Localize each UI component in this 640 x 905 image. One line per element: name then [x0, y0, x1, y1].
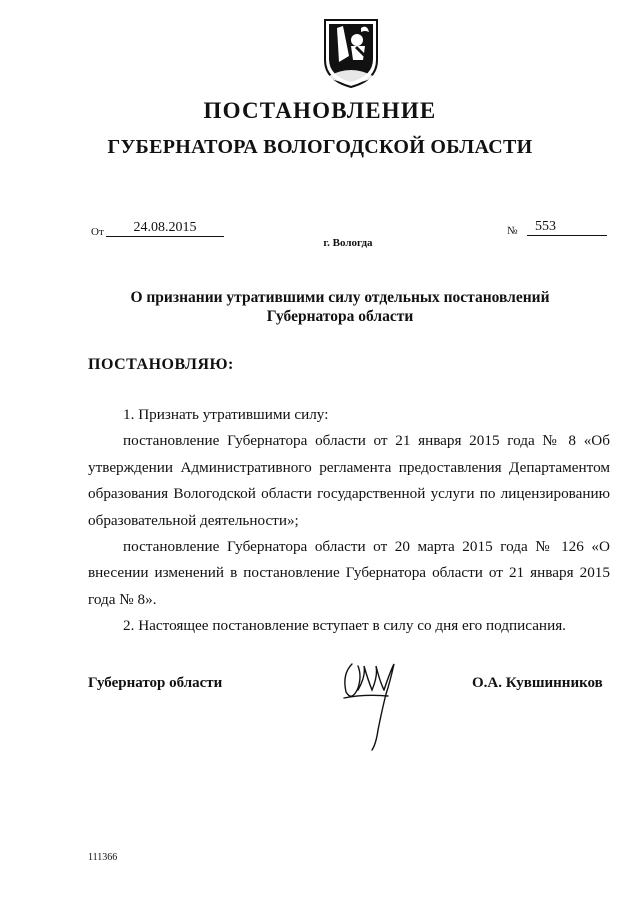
- document-title: ПОСТАНОВЛЕНИЕ: [203, 98, 437, 123]
- paragraph-2: постановление Губернатора области от 21 января 2015 года № 8 «Об утверждении Административного регламента предоставления Департаментом образования Вологодской области государственной услуги по лицензированию образовательной деятельности»;: [88, 432, 610, 529]
- signatory-name: О.А. Кувшинников: [472, 675, 603, 691]
- date-label: От: [91, 226, 104, 238]
- number-label: №: [507, 225, 518, 237]
- city-label: г. Вологда: [323, 237, 373, 249]
- paragraph-3: постановление Губернатора области от 20 марта 2015 года № 126 «О внесении изменений в постановление Губернатора области от 21 января 2015 года № 8».: [88, 538, 610, 608]
- handwritten-signature: [338, 650, 398, 760]
- signatory-position: Губернатор области: [88, 675, 223, 691]
- subject-line-1: О признании утратившими силу отдельных постановлений: [130, 289, 550, 306]
- paragraph-1: 1. Признать утратившими силу:: [123, 406, 329, 423]
- subject-heading: [80, 288, 600, 326]
- document-body: [88, 402, 610, 640]
- number-value: 553: [527, 219, 607, 236]
- document-subtitle: ГУБЕРНАТОРА ВОЛОГОДСКОЙ ОБЛАСТИ: [107, 136, 533, 158]
- date-value: 24.08.2015: [106, 220, 224, 237]
- paragraph-4: 2. Настоящее постановление вступает в силу со дня его подписания.: [123, 617, 566, 635]
- decree-word: ПОСТАНОВЛЯЮ:: [88, 356, 234, 373]
- subject-line-2: Губернатора области: [266, 308, 414, 325]
- coat-of-arms-emblem: [321, 16, 381, 90]
- footer-code: 111366: [88, 852, 118, 863]
